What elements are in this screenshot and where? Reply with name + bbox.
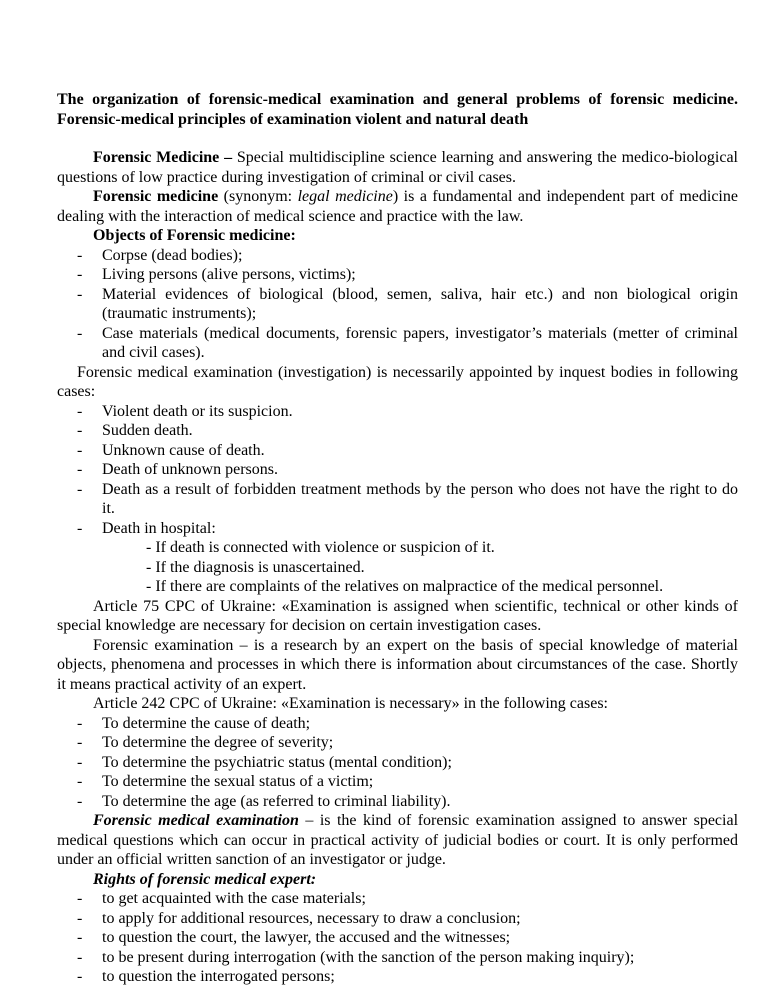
list-item: - Material evidences of biological (blood, semen, saliva, hair etc.) and non biological origin (traumatic instruments); xyxy=(57,285,738,324)
list-item: - to be present during interrogation (with the sanction of the person making inquiry); xyxy=(57,948,738,968)
objects-heading: Objects of Forensic medicine: xyxy=(93,227,296,244)
fme-definition xyxy=(57,811,738,870)
list-item: - to question the interrogated persons; xyxy=(57,967,738,987)
definition-italic: legal medicine xyxy=(297,188,393,205)
list-item: - To determine the sexual status of a victim; xyxy=(57,772,738,792)
fme-text: – is the kind of forensic examination assigned to answer special medical questions which can occur in practical activity of judicial bodies or court. It is only performed under an official written sanction of an investigator or judge. xyxy=(57,812,739,868)
list-item: - to question the court, the lawyer, the accused and the witnesses; xyxy=(57,928,738,948)
sub-list-item: - If the diagnosis is unascertained. xyxy=(146,558,365,576)
list-item: - to apply for additional resources, necessary to draw a conclusion; xyxy=(57,909,738,929)
list-item: - Sudden death. xyxy=(57,421,738,441)
sub-list-item: - If there are complaints of the relatives on malpractice of the medical personnel. xyxy=(146,578,664,595)
definition-term: Forensic medicine xyxy=(93,188,219,205)
definition-forensic-medicine xyxy=(57,148,738,187)
document-title: The organization of forensic-medical examination and general problems of forensic medicine. Forensic-medical principles of examination violent and natural death xyxy=(57,91,738,128)
document-page xyxy=(57,90,738,987)
list-item: - Death in hospital: xyxy=(57,519,738,539)
list-item: - Violent death or its suspicion. xyxy=(57,402,738,422)
list-item: - Death as a result of forbidden treatment methods by the person who does not have the right to do it. xyxy=(57,480,738,519)
forensic-examination-paragraph: Forensic examination – is a research by an expert on the basis of special knowledge of material objects, phenomena and processes in which there is information about circumstances of the case. Shortly it means practical activity of an expert. xyxy=(57,636,738,693)
definition-pre: (synonym: xyxy=(218,188,298,205)
list-item: - Death of unknown persons. xyxy=(57,460,738,480)
list-item: - Living persons (alive persons, victims); xyxy=(57,265,738,285)
article-75-paragraph: Article 75 CPC of Ukraine: «Examination is assigned when scientific, technical or other kinds of special knowledge are necessary for decision on certain investigation cases. xyxy=(57,597,738,634)
list-item: - to get acquainted with the case materials; xyxy=(57,889,738,909)
list-item: - Corpse (dead bodies); xyxy=(57,246,738,266)
list-item: - To determine the degree of severity; xyxy=(57,733,738,753)
article-242-intro: Article 242 CPC of Ukraine: «Examination is necessary» in the following cases: xyxy=(93,695,608,712)
definition-post: ) is a fundamental and independent part of medicine dealing with the interaction of medical science and practice with the law. xyxy=(57,188,738,225)
rights-heading: Rights of forensic medical expert: xyxy=(93,870,317,888)
list-item: - Case materials (medical documents, forensic papers, investigator’s materials (metter of criminal and civil cases). xyxy=(57,324,738,363)
list-item: - To determine the cause of death; xyxy=(57,714,738,734)
definition-text: Special multidiscipline science learning and answering the medico-biological questions of low practice during investigation of criminal or civil cases. xyxy=(57,149,739,186)
appointed-list xyxy=(57,402,738,539)
sub-list-item: - If death is connected with violence or suspicion of it. xyxy=(146,539,495,556)
definition-term: Forensic Medicine – xyxy=(93,149,233,166)
article-242-list xyxy=(57,714,738,812)
list-item: - To determine the age (as referred to criminal liability). xyxy=(57,792,738,812)
appointed-intro: Forensic medical examination (investigation) is necessarily appointed by inquest bodies in following cases: xyxy=(57,363,738,400)
rights-list xyxy=(57,889,738,987)
objects-list xyxy=(57,246,738,363)
fme-term: Forensic medical examination xyxy=(93,812,299,829)
list-item: - To determine the psychiatric status (mental condition); xyxy=(57,753,738,773)
definition-legal-medicine xyxy=(57,187,738,226)
list-item: - Unknown cause of death. xyxy=(57,441,738,461)
